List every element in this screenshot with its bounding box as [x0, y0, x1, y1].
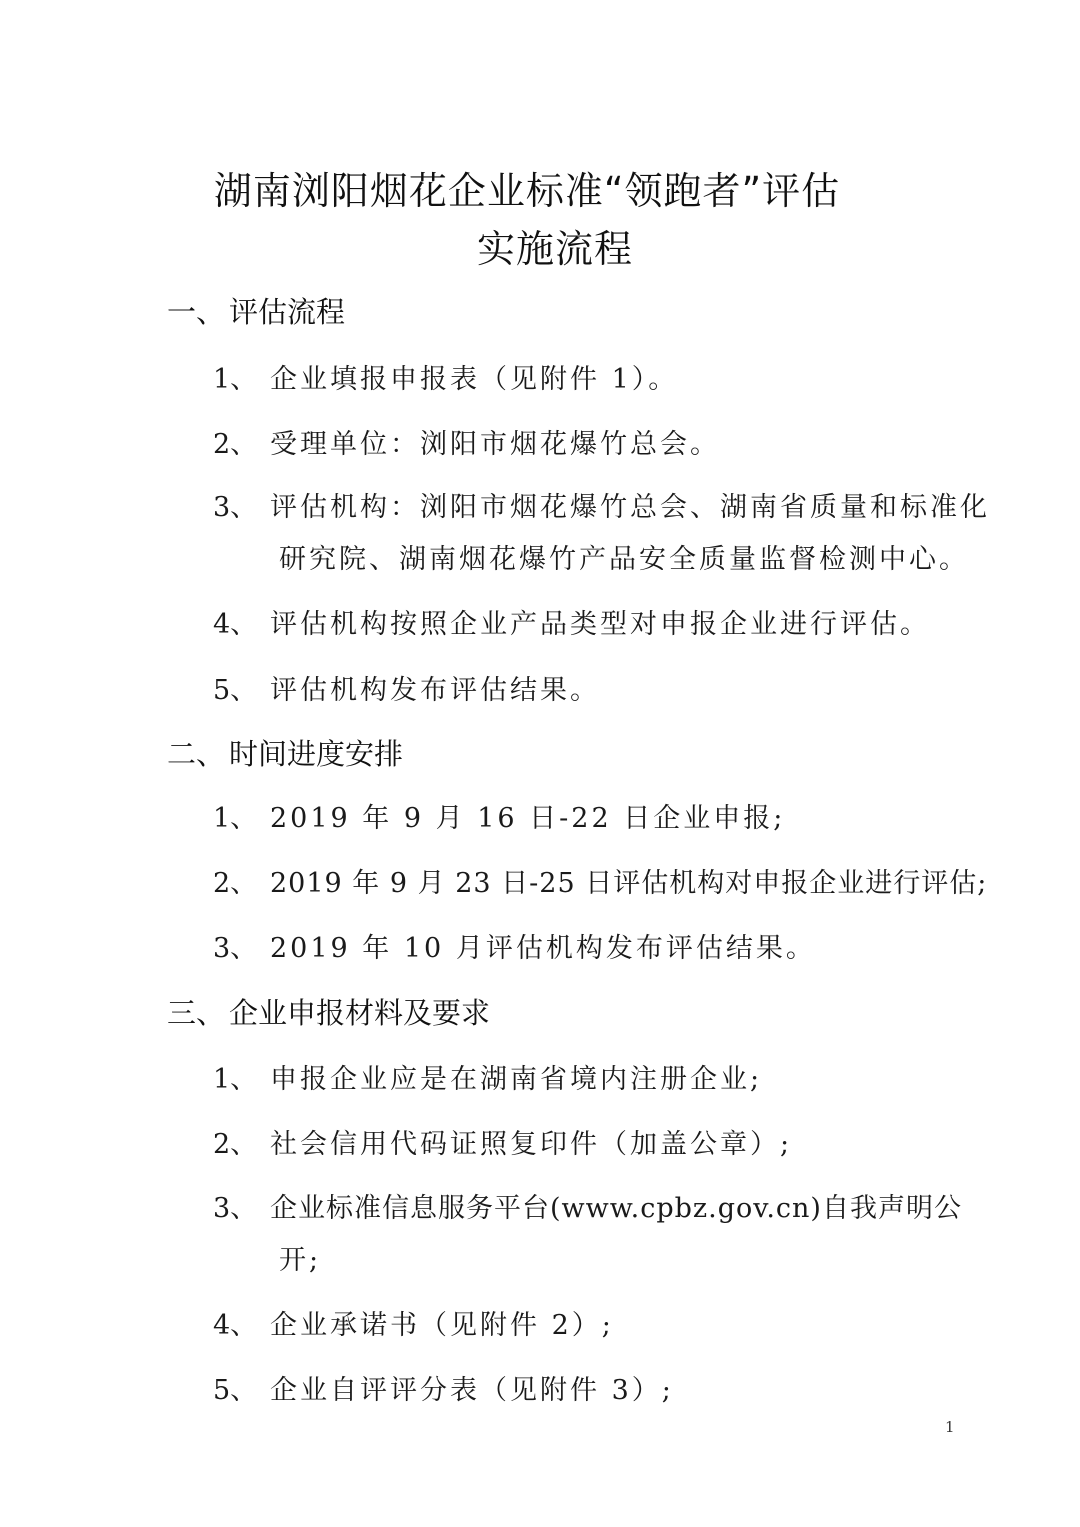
- list-item-number: 4、: [213, 1310, 258, 1341]
- list-item-text: 评估机构发布评估结果。: [270, 675, 600, 706]
- section-number: 一、: [167, 295, 226, 329]
- list-item-number: 2、: [213, 868, 258, 899]
- list-item-number: 1、: [213, 364, 258, 395]
- list-item: [213, 1303, 614, 1342]
- list-item-number: 5、: [213, 1375, 258, 1406]
- list-item-continuation: 开;: [279, 1245, 322, 1276]
- list-item-text: 2019 年 9 月 23 日-25 日评估机构对申报企业进行评估;: [270, 868, 988, 899]
- document-title-line-2: 实施流程: [476, 227, 633, 271]
- list-item-text: 申报企业应是在湖南省境内注册企业;: [270, 1064, 763, 1095]
- list-item-text: 评估机构按照企业产品类型对申报企业进行评估。: [270, 609, 930, 640]
- list-item-number: 2、: [213, 429, 258, 460]
- list-item: [213, 796, 785, 835]
- list-item-number: 5、: [213, 675, 258, 706]
- list-item: [213, 861, 987, 900]
- list-item: [213, 926, 816, 965]
- list-item-text: 评估机构：浏阳市烟花爆竹总会、湖南省质量和标准化: [270, 492, 990, 523]
- list-item-text: 企业自评评分表（见附件 3）;: [270, 1375, 674, 1406]
- list-item-number: 3、: [213, 492, 258, 523]
- section-heading: [167, 732, 403, 773]
- section-number: 三、: [167, 996, 226, 1030]
- list-item: [213, 485, 990, 524]
- list-item-number: 2、: [213, 1129, 258, 1160]
- list-item-text: 社会信用代码证照复印件（加盖公章）;: [270, 1129, 793, 1160]
- section-heading: [167, 290, 345, 331]
- list-item-text: 受理单位：浏阳市烟花爆竹总会。: [270, 429, 720, 460]
- section-number: 二、: [167, 737, 226, 771]
- list-item-continuation: 研究院、湖南烟花爆竹产品安全质量监督检测中心。: [279, 544, 969, 575]
- list-item-number: 1、: [213, 1064, 258, 1095]
- list-item-number: 3、: [213, 933, 258, 964]
- list-item: [213, 357, 678, 396]
- list-item-text: 2019 年 10 月评估机构发布评估结果。: [270, 933, 816, 964]
- section-title: 企业申报材料及要求: [229, 996, 491, 1030]
- list-item-number: 3、: [213, 1193, 258, 1224]
- list-item-text: 企业标准信息服务平台(www.cpbz.gov.cn)自我声明公: [270, 1193, 962, 1224]
- list-item: [213, 602, 930, 641]
- list-item-text: 2019 年 9 月 16 日-22 日企业申报;: [270, 803, 786, 834]
- list-item: [213, 1122, 792, 1161]
- section-title: 时间进度安排: [229, 737, 404, 771]
- section-heading: [167, 991, 490, 1032]
- page-number: 1: [945, 1418, 955, 1436]
- list-item-text: 企业填报申报表（见附件 1）。: [270, 364, 679, 395]
- list-item: [213, 668, 600, 707]
- list-item-text: 企业承诺书（见附件 2）;: [270, 1310, 614, 1341]
- list-item: [213, 422, 720, 461]
- list-item: [213, 1186, 962, 1225]
- section-title: 评估流程: [229, 295, 346, 329]
- document-title-line-1: 湖南浏阳烟花企业标准“领跑者”评估: [213, 169, 841, 213]
- list-item-number: 4、: [213, 609, 258, 640]
- list-item: [213, 1057, 762, 1096]
- list-item-number: 1、: [213, 803, 258, 834]
- list-item: [213, 1368, 674, 1407]
